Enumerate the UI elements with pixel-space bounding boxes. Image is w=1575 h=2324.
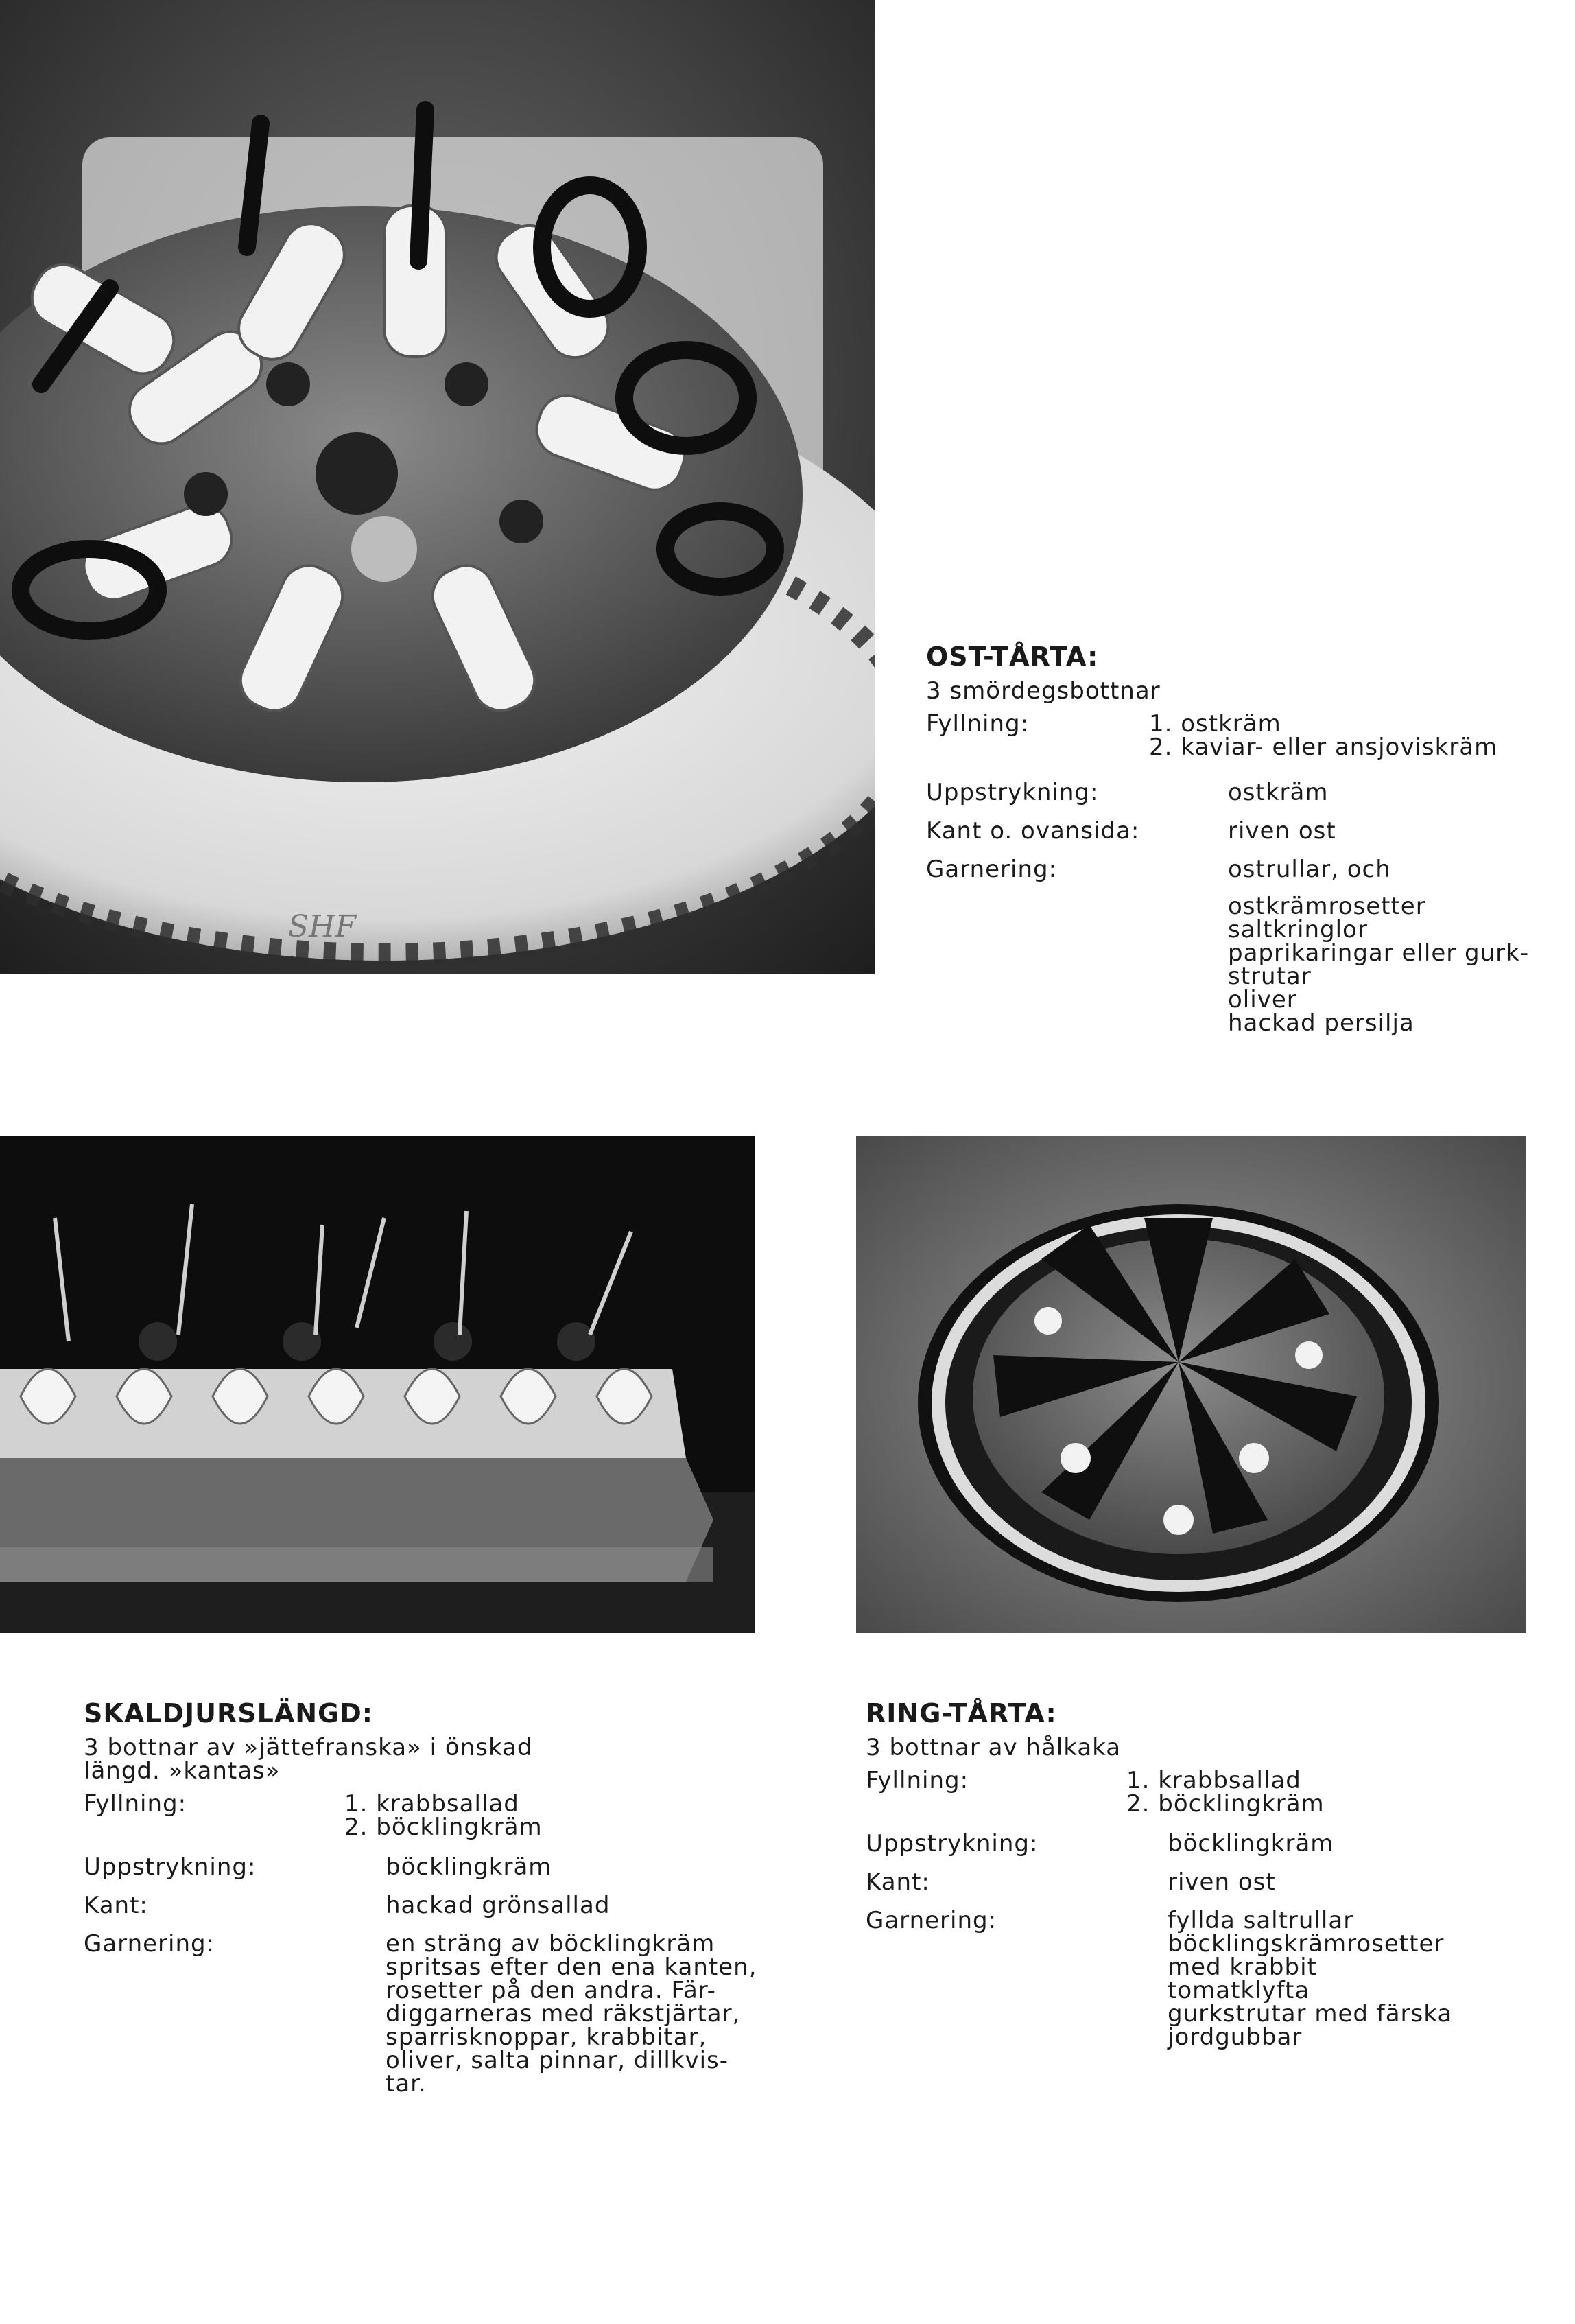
skaldjurslangd-intro-line-2: längd. »kantas»: [84, 1757, 281, 1785]
ost-tarta-row-kant: Kant o. ovansida: riven ost: [926, 817, 1336, 845]
ring-tarta-row-uppstrykning: Uppstrykning: böcklingkräm: [866, 1830, 1334, 1857]
skaldjurslangd-row-uppstrykning: Uppstrykning: böcklingkräm: [84, 1853, 552, 1881]
skaldjurslangd-title: SKALDJURSLÄNGD:: [84, 1698, 373, 1728]
ring-tarta-row-fyllning: Fyllning: 1. krabbsallad 2. böcklingkräm: [866, 1767, 1325, 1818]
ring-tarta-row-garnering: Garnering: fyllda saltrullar böcklingskrämrosetter med krabbit tomatklyfta gurkstrutar med färska jordgubbar: [866, 1907, 1453, 2051]
ost-tarta-recipe: [926, 642, 1530, 1077]
ost-tarta-photo: [0, 0, 875, 974]
ring-tarta-title: RING-TÅRTA:: [866, 1698, 1057, 1728]
svg-text:SHF: SHF: [288, 909, 357, 944]
skaldjurslangd-intro-line-1: 3 bottnar av »jättefranska» i önskad: [84, 1734, 533, 1761]
ost-tarta-row-garnering: Garnering: ostrullar, och ostkrämrosetter saltkringlor paprikaringar eller gurk- strutar oliver hackad persilja: [926, 856, 1530, 1037]
ring-tarta-photo: [856, 1136, 1526, 1633]
skaldjurslangd-recipe: [84, 1698, 757, 2111]
skaldjurslangd-row-kant: Kant: hackad grönsallad: [84, 1892, 611, 1919]
skaldjurslangd-photo: [0, 1136, 755, 1633]
ost-tarta-row-uppstrykning: Uppstrykning: ostkräm: [926, 779, 1329, 806]
skaldjurslangd-row-fyllning: Fyllning: 1. krabbsallad 2. böcklingkräm: [84, 1790, 543, 1841]
skaldjurslangd-row-garnering: Garnering: en sträng av böcklingkräm spritsas efter den ena kanten, rosetter på den andra. Fär- diggarneras med räkstjärtar, sparrisknoppar, krabbitar, oliver, salta pinnar, dillkvis- tar.: [84, 1930, 757, 2098]
ring-tarta-intro: 3 bottnar av hålkaka: [866, 1734, 1122, 1761]
ost-tarta-intro: 3 smördegsbottnar: [926, 677, 1161, 705]
ring-tarta-recipe: [866, 1698, 1453, 2067]
ost-tarta-title: OST-TÅRTA:: [926, 642, 1099, 672]
ost-tarta-row-fyllning: Fyllning: 1. ostkräm 2. kaviar- eller ansjoviskräm: [926, 710, 1498, 761]
ring-tarta-row-kant: Kant: riven ost: [866, 1868, 1276, 1896]
